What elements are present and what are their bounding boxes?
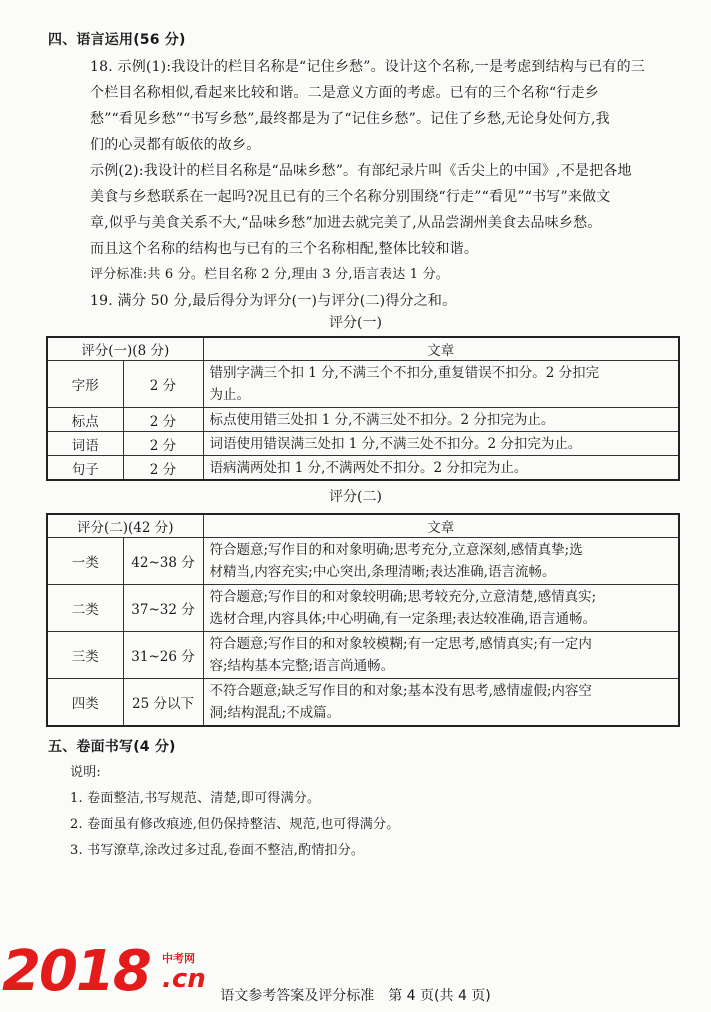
table-row xyxy=(47,632,679,679)
section5-note-label: 说明: xyxy=(70,765,101,780)
table-header-left: 评分(二)(42 分) xyxy=(47,514,203,538)
table-cell-score: 25 分以下 xyxy=(123,679,203,727)
desc-line: 不符合题意;缺乏写作目的和对象;基本没有思考,感情虚假;内容空 xyxy=(209,683,592,699)
section5-item: 2. 卷面虽有修改痕迹,但仍保持整洁、规范,也可得满分。 xyxy=(70,817,400,832)
table-cell-desc xyxy=(203,632,679,679)
table-cell-score: 2 分 xyxy=(123,408,203,432)
desc-line: 洞;结构混乱;不成篇。 xyxy=(209,705,341,721)
table-header-row xyxy=(47,514,679,538)
section5-title: 五、卷面书写(4 分) xyxy=(48,739,176,755)
section4-title: 四、语言运用(56 分) xyxy=(48,32,186,48)
table-header-right: 文章 xyxy=(203,514,679,538)
table-row xyxy=(47,408,679,432)
q18-line: 美食与乡愁联系在一起吗?况且已有的三个名称分别围绕“行走”“看见”“书写”来做文 xyxy=(90,189,611,205)
table-cell-desc: 语病满两处扣 1 分,不满两处不扣分。2 分扣完为止。 xyxy=(203,456,679,481)
table-cell-desc: 标点使用错三处扣 1 分,不满三处不扣分。2 分扣完为止。 xyxy=(203,408,679,432)
q18-line: 个栏目名称相似,看起来比较和谐。二是意义方面的考虑。已有的三个名称“行走乡 xyxy=(90,85,600,101)
table-cell-desc: 词语使用错误满三处扣 1 分,不满三处不扣分。2 分扣完为止。 xyxy=(203,432,679,456)
table-cell-desc xyxy=(203,538,679,585)
table-cell-item: 二类 xyxy=(47,585,123,632)
q18-line: 们的心灵都有皈依的故乡。 xyxy=(90,137,261,153)
table-cell-score: 31~26 分 xyxy=(123,632,203,679)
logo-suffix: .cn xyxy=(162,964,206,994)
table-cell-item: 句子 xyxy=(47,456,123,481)
section5-item: 3. 书写潦草,涂改过多过乱,卷面不整洁,酌情扣分。 xyxy=(70,843,365,858)
table-header-row xyxy=(47,337,679,361)
table-cell-score: 2 分 xyxy=(123,456,203,481)
table-cell-item: 三类 xyxy=(47,632,123,679)
table-row xyxy=(47,538,679,585)
desc-line: 符合题意;写作目的和对象较明确;思考较充分,立意清楚,感情真实; xyxy=(209,589,597,605)
scoring-table-1 xyxy=(46,336,680,481)
table-cell-item: 词语 xyxy=(47,432,123,456)
desc-line: 符合题意;写作目的和对象明确;思考充分,立意深刻,感情真挚;选 xyxy=(209,542,583,558)
table-cell-desc xyxy=(203,585,679,632)
table-row xyxy=(47,679,679,727)
table-cell-item: 标点 xyxy=(47,408,123,432)
desc-line: 为止。 xyxy=(209,387,250,403)
table-cell-score: 2 分 xyxy=(123,432,203,456)
table2-caption: 评分(二) xyxy=(329,489,382,505)
table-header-right: 文章 xyxy=(203,337,679,361)
table-row xyxy=(47,585,679,632)
table-cell-score: 42~38 分 xyxy=(123,538,203,585)
table-cell-score: 2 分 xyxy=(123,361,203,408)
table1-caption: 评分(一) xyxy=(329,315,382,331)
q18-line: 18. 示例(1):我设计的栏目名称是“记住乡愁”。设计这个名称,一是考虑到结构与已有的三 xyxy=(90,59,646,75)
table-cell-item: 字形 xyxy=(47,361,123,408)
q18-scoring-standard: 评分标准:共 6 分。栏目名称 2 分,理由 3 分,语言表达 1 分。 xyxy=(90,267,449,282)
q18-line: 而且这个名称的结构也与已有的三个名称相配,整体比较和谐。 xyxy=(90,241,479,257)
desc-line: 错别字满三个扣 1 分,不满三个不扣分,重复错误不扣分。2 分扣完 xyxy=(209,365,600,381)
table-cell-desc xyxy=(203,361,679,408)
desc-line: 选材合理,内容具体;中心明确,有一定条理;表达较准确,语言通畅。 xyxy=(209,611,596,627)
q18-line: 愁”“看见乡愁”“书写乡愁”,最终都是为了“记住乡愁”。记住了乡愁,无论身处何方,我 xyxy=(90,111,610,127)
desc-line: 容;结构基本完整;语言尚通畅。 xyxy=(209,658,395,674)
table-cell-item: 四类 xyxy=(47,679,123,727)
table-row xyxy=(47,432,679,456)
q18-line: 示例(2):我设计的栏目名称是“品味乡愁”。有部纪录片叫《舌尖上的中国》,不是把各地 xyxy=(90,163,632,179)
logo-tag: 中考网 xyxy=(162,952,195,965)
desc-line: 符合题意;写作目的和对象较模糊;有一定思考,感情真实;有一定内 xyxy=(209,636,592,652)
table-header-left: 评分(一)(8 分) xyxy=(47,337,203,361)
desc-line: 材精当,内容充实;中心突出,条理清晰;表达准确,语言流畅。 xyxy=(209,564,556,580)
logo-number: 2018 xyxy=(2,939,150,1004)
table-row xyxy=(47,456,679,481)
table-cell-desc xyxy=(203,679,679,727)
table-cell-score: 37~32 分 xyxy=(123,585,203,632)
scoring-table-2 xyxy=(46,513,680,727)
table-row xyxy=(47,361,679,408)
section5-item: 1. 卷面整洁,书写规范、清楚,即可得满分。 xyxy=(70,791,321,806)
q18-line: 章,似乎与美食关系不大,“品味乡愁”加进去就完美了,从品尝湖州美食去品味乡愁。 xyxy=(90,215,602,231)
q19-intro: 19. 满分 50 分,最后得分为评分(一)与评分(二)得分之和。 xyxy=(90,293,457,309)
page-footer: 语文参考答案及评分标准 第 4 页(共 4 页) xyxy=(220,988,491,1004)
table-cell-item: 一类 xyxy=(47,538,123,585)
